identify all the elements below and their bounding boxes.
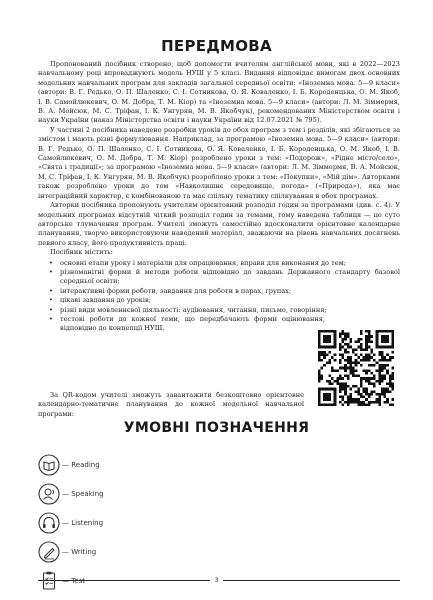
- legend-item: [38, 481, 104, 507]
- legend-label: — Writing: [62, 548, 97, 556]
- speaking-icon: [38, 483, 60, 505]
- legend-label: — Test: [62, 577, 86, 585]
- legend-label: — Listening: [62, 519, 104, 527]
- page-number: 3: [0, 577, 433, 584]
- legend-title: УМОВНІ ПОЗНАЧЕННЯ: [123, 420, 310, 436]
- paragraph: Авторки посібника пропонують учителям орієнтовний розподіл годин за програмами (див. с. 4). У модельних програмах відсутній чіткий розподіл годин за темами, тому наведена таблиця — це суто авторське тлумачення програм. Учителі зможуть самостійно вдосконалити орієнтовне календарне планування, творчо використовуючи наведений матеріал, зважаючи на рівень навчальних досягнень певного класу, його продуктивність праці.: [38, 201, 400, 247]
- reading-icon: [38, 454, 60, 476]
- list-item: • різні види мовленнєвої діяльності: аудіювання, читання, письмо, говоріння;: [38, 306, 400, 315]
- list-item: • різноманітні форми й методи роботи відповідно до завдань Державного стандарту базової середньої освіти;: [38, 268, 400, 287]
- preface-body: [38, 60, 400, 334]
- qr-code[interactable]: [318, 330, 394, 406]
- preface-title: ПЕРЕДМОВА: [161, 37, 272, 55]
- legend-label: — Speaking: [62, 490, 104, 498]
- paragraph: Посібник містить:: [50, 248, 113, 257]
- list-item: • тестові роботи до кожної теми, що передбачають форми оцінювання, відповідно до концепції НУШ.: [38, 315, 325, 334]
- legend-item: [38, 510, 104, 536]
- paragraph: Пропонований посібник створено, щоб допомогти вчителям англійської мови, які в 2022—2023 навчальному році впроваджують модель НУШ у 5 класі. Видання відповідає вимогам двох основних модельних навчальних програм для закладів загальної середньої освіти: «Іноземна мова. 5—9 класи» (автори: В. Г. Редько, О. П. Шаленко, С. І. Сотникова, О. Я. Коваленко, І. Б. Короденцька, О. М. Якоб, І. В. Самойлюкевич, О. М. Добра, Т. М. Кіор) та «Іноземна мова. 5—9 класи» (автори: Л. М. Зіммермя, В. А. Мойсюк, М. С. Тріфан, І. К. Унгурян, М. В. Якобчук), рекомендованих Міністерством освіти і науки України (наказ Міністерства освіти і науки України від 12.07.2021 № 795).: [38, 60, 400, 125]
- qr-caption: За QR-кодом учителі зможуть завантажити безкоштовно орієнтовне календарно-тематичне планування до кожної модельної навчальної програми:: [38, 391, 304, 418]
- list-item: • цікаві завдання до уроків;: [38, 296, 400, 305]
- legend-item: [38, 539, 104, 565]
- writing-icon: [38, 541, 60, 563]
- listening-icon: [38, 512, 60, 534]
- legend-list: [38, 452, 104, 597]
- contents-list: [38, 259, 400, 334]
- legend-label: — Reading: [62, 461, 100, 469]
- paragraph: У частині 2 посібника наведено розробки уроків до обох програм з тем і розділів, які збігаються за змістом і мають різні формулювання. Наприклад, за програмою «Іноземна мова. 5—9 класи» (автори: В. Г. Редько, О. П. Шаленко, С. І. Сотникова, О. Я. Коваленко, І. Б. Короденцька, О. М. Якоб, І. В. Самойлюкевич, О. М. Добра, Т. М. Кіор) розроблено уроки з тем: «Подорож», «Рідне місто/село», «Свята і традиції»; за програмою «Іноземна мова. 5—9 класи» (автори: Л. М. Зіммермя, В. А. Мойсюк, М. С. Тріфан, І. К. Унгурян, М. В. Якобчук) розроблено уроки з тем: «Покупки», «Мій дім». Авторками також розроблено уроки до тем «Навколишнє середовище, погода» («Природа»), яка має інтеграційний характер, є комбінованою та має спільну тематику спілкування в обох програмах.: [38, 125, 400, 200]
- legend-item: [38, 452, 104, 478]
- list-item: • основні етапи уроку і матеріали для опрацювання, вправи для виконання до тем;: [38, 259, 400, 268]
- list-item: • інтерактивні форми роботи, завдання для роботи в парах, групах;: [38, 287, 400, 296]
